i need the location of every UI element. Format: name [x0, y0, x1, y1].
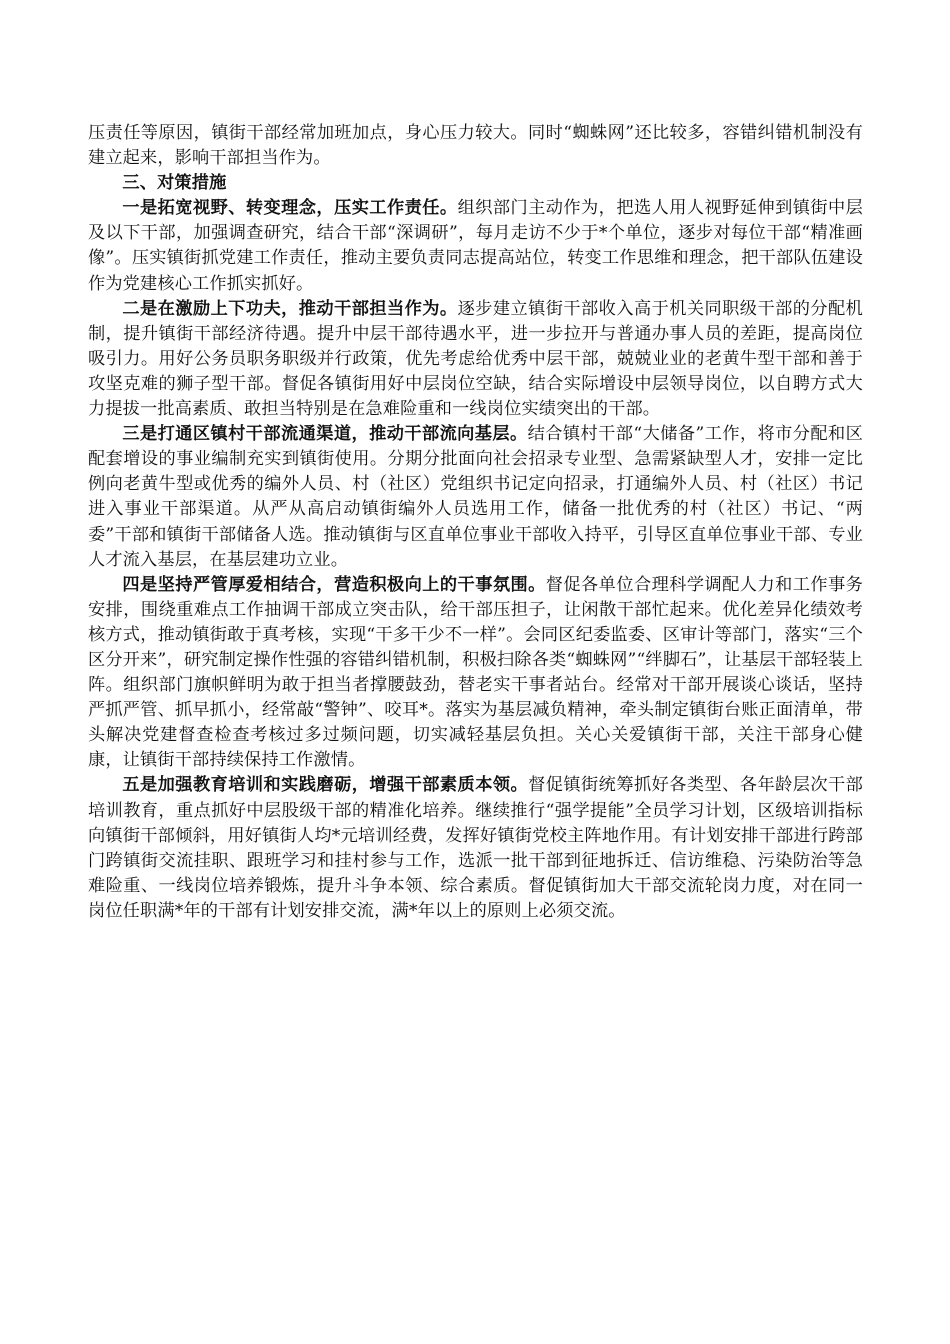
measure-paragraph-4: [88, 573, 863, 774]
measure-lead-3: 三是打通区镇村干部流通渠道，推动干部流向基层。: [122, 424, 528, 445]
continuation-paragraph: 压责任等原因，镇街干部经常加班加点，身心压力较大。同时“蜘蛛网”还比较多，容错纠错机制没有建立起来，影响干部担当作为。: [88, 123, 863, 169]
section-heading: 三、对策措施: [122, 173, 227, 194]
measure-body-4: 督促各单位合理科学调配人力和工作事务安排，围绕重难点工作抽调干部成立突击队，给干部压担子，让闲散干部忙起来。优化差异化绩效考核方式，推动镇街敢于真考核，实现“干多干少不一样”。会同区纪委监委、区审计等部门，落实“三个区分开来”，研究制定操作性强的容错纠错机制，积极扫除各类“蜘蛛网”“绊脚石”，让基层干部轻装上阵。组织部门旗帜鲜明为敢于担当者撑腰鼓劲，替老实干事者站台。经常对干部开展谈心谈话，坚持严抓严管、抓早抓小，经常敲“警钟”、咬耳*。落实为基层减负精神，牵头制定镇街台账正面清单，带头解决党建督查检查考核过多过频问题，切实减轻基层负担。关心关爱镇街干部，关注干部身心健康，让镇街干部持续保持工作激情。: [88, 574, 863, 771]
measure-body-5: 督促镇街统筹抓好各类型、各年龄层次干部培训教育，重点抓好中层股级干部的精准化培养。继续推行“强学提能”全员学习计划，区级培训指标向镇街干部倾斜，用好镇街人均*元培训经费，发挥好镇街党校主阵地作用。有计划安排干部进行跨部门跨镇街交流挂职、跟班学习和挂村参与工作，选派一批干部到征地拆迁、信访维稳、污染防治等急难险重、一线岗位培养锻炼，提升斗争本领、综合素质。督促镇街加大干部交流轮岗力度，对在同一岗位任职满*年的干部有计划安排交流，满*年以上的原则上必须交流。: [88, 775, 863, 921]
measure-paragraph-2: [88, 297, 863, 422]
measure-paragraph-1: [88, 196, 863, 296]
measure-lead-2: 二是在激励上下功夫，推动干部担当作为。: [122, 298, 458, 319]
measure-body-2: 逐步建立镇街干部收入高于机关同职级干部的分配机制，提升镇街干部经济待遇。提升中层干部待遇水平，进一步拉开与普通办事人员的差距，提高岗位吸引力。用好公务员职务职级并行政策，优先考虑给优秀中层干部，兢兢业业的老黄牛型干部和善于攻坚克难的狮子型干部。督促各镇街用好中层岗位空缺，结合实际增设中层领导岗位，以自聘方式大力提拔一批高素质、敢担当特别是在急难险重和一线岗位实绩突出的干部。: [88, 298, 863, 420]
measure-body-1: 组织部门主动作为，把选人用人视野延伸到镇街中层及以下干部，加强调查研究，结合干部“深调研”，每月走访不少于*个单位，逐步对每位干部“精准画像”。压实镇街抓党建工作责任，推动主要负责同志提高站位，转变工作思维和理念，把干部队伍建设作为党建核心工作抓实抓好。: [88, 198, 863, 294]
measure-paragraph-3: [88, 422, 863, 573]
measure-lead-4: 四是坚持严管厚爱相结合，营造积极向上的干事氛围。: [122, 574, 546, 595]
measure-paragraph-5: [88, 773, 863, 924]
measure-lead-1: 一是拓宽视野、转变理念，压实工作责任。: [122, 198, 458, 219]
measure-body-3: 结合镇村干部“大储备”工作，将市分配和区配套增设的事业编制充实到镇街使用。分期分批面向社会招录专业型、急需紧缺型人才，安排一定比例向老黄牛型或优秀的编外人员、村（社区）党组织书记定向招录，打通编外人员、村（社区）书记进入事业干部渠道。从严从高启动镇街编外人员选用工作，储备一批优秀的村（社区）书记、“两委”干部和镇街干部储备人选。推动镇街与区直单位事业干部收入持平，引导区直单位事业干部、专业人才流入基层，在基层建功立业。: [88, 424, 864, 570]
measure-lead-5: 五是加强教育培训和实践磨砺，增强干部素质本领。: [122, 775, 529, 796]
document-page: [88, 121, 863, 924]
